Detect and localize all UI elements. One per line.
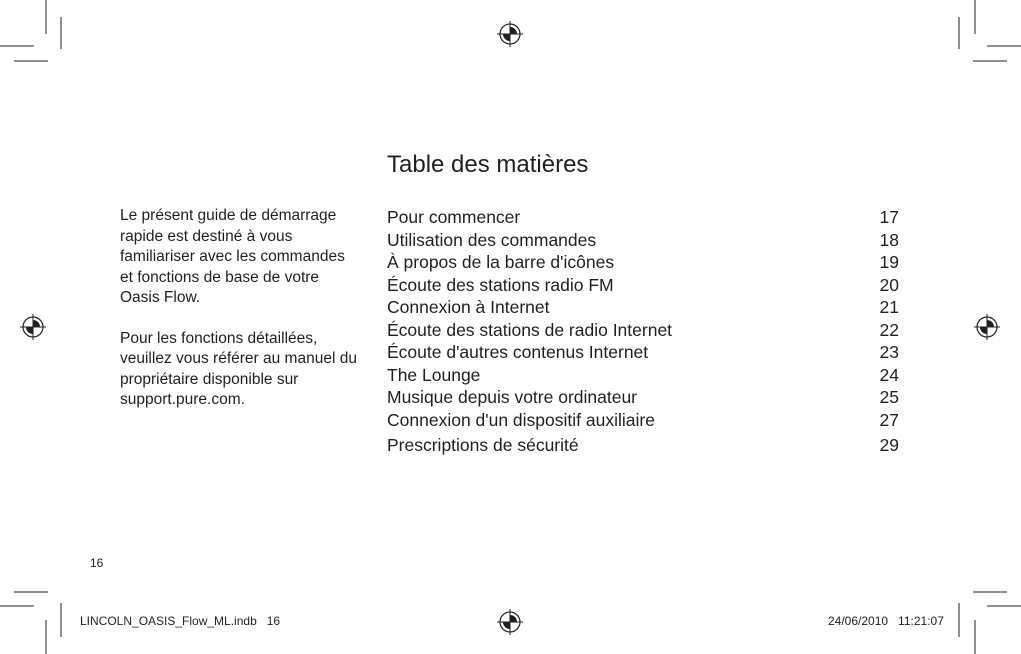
toc-entry (387, 274, 899, 297)
print-slug-filename: LINCOLN_OASIS_Flow_ML.indb 16 (80, 614, 281, 628)
toc-entry (387, 341, 899, 364)
registration-mark-top (497, 21, 523, 47)
toc-entry-page: 22 (879, 319, 899, 340)
toc-entry-label: Pour commencer (387, 207, 521, 227)
registration-mark-right (974, 314, 1000, 340)
toc-entry (387, 229, 899, 252)
toc-entry (387, 319, 899, 342)
toc-entry-page: 27 (879, 409, 899, 430)
toc-entry-label: À propos de la barre d'icônes (387, 252, 615, 272)
toc-entry-label: Écoute des stations radio FM (387, 274, 614, 295)
toc-entry-label: Utilisation des commandes (387, 229, 597, 250)
toc-entry-page: 19 (879, 252, 899, 272)
toc-entry (387, 386, 899, 409)
toc-entry (387, 296, 899, 319)
toc-title: Table des matières (387, 151, 589, 178)
toc-entry-page: 17 (879, 207, 899, 227)
toc-entry (387, 364, 899, 387)
toc-entry-page: 24 (879, 364, 899, 385)
registration-mark-bottom (497, 609, 523, 635)
toc-entry-label: Connexion d'un dispositif auxiliaire (387, 409, 655, 430)
toc-entry (387, 251, 899, 274)
intro-text (120, 206, 360, 431)
intro-paragraph-1: Le présent guide de démarrage rapide est destiné à vous familiariser avec les commandes et fonctions de base de votre Oasis Flow. (120, 207, 345, 306)
toc-entry-label: Connexion à Internet (387, 297, 550, 317)
table-of-contents (387, 206, 899, 457)
toc-entry (387, 434, 899, 457)
toc-entry-page: 21 (879, 297, 899, 317)
toc-entry (387, 409, 899, 432)
toc-entry-page: 18 (879, 229, 899, 250)
toc-entry-label: Écoute d'autres contenus Internet (387, 342, 649, 362)
toc-entry-page: 25 (879, 387, 899, 407)
toc-entry-label: Musique depuis votre ordinateur (387, 387, 638, 407)
intro-paragraph-2: Pour les fonctions détaillées, veuillez vous référer au manuel du propriétaire disponible sur support.pure.com. (120, 329, 357, 408)
toc-entry-page: 23 (879, 342, 899, 362)
registration-mark-left (20, 314, 46, 340)
toc-entry (387, 206, 899, 229)
toc-entry-label: Prescriptions de sécurité (387, 435, 579, 455)
toc-entry-page: 20 (879, 274, 899, 295)
toc-entry-label: Écoute des stations de radio Internet (387, 319, 673, 340)
page-number: 16 (90, 556, 104, 570)
toc-entry-page: 29 (879, 435, 899, 455)
print-slug-timestamp: 24/06/2010 11:21:07 (828, 614, 944, 628)
toc-entry-label: The Lounge (387, 364, 481, 385)
